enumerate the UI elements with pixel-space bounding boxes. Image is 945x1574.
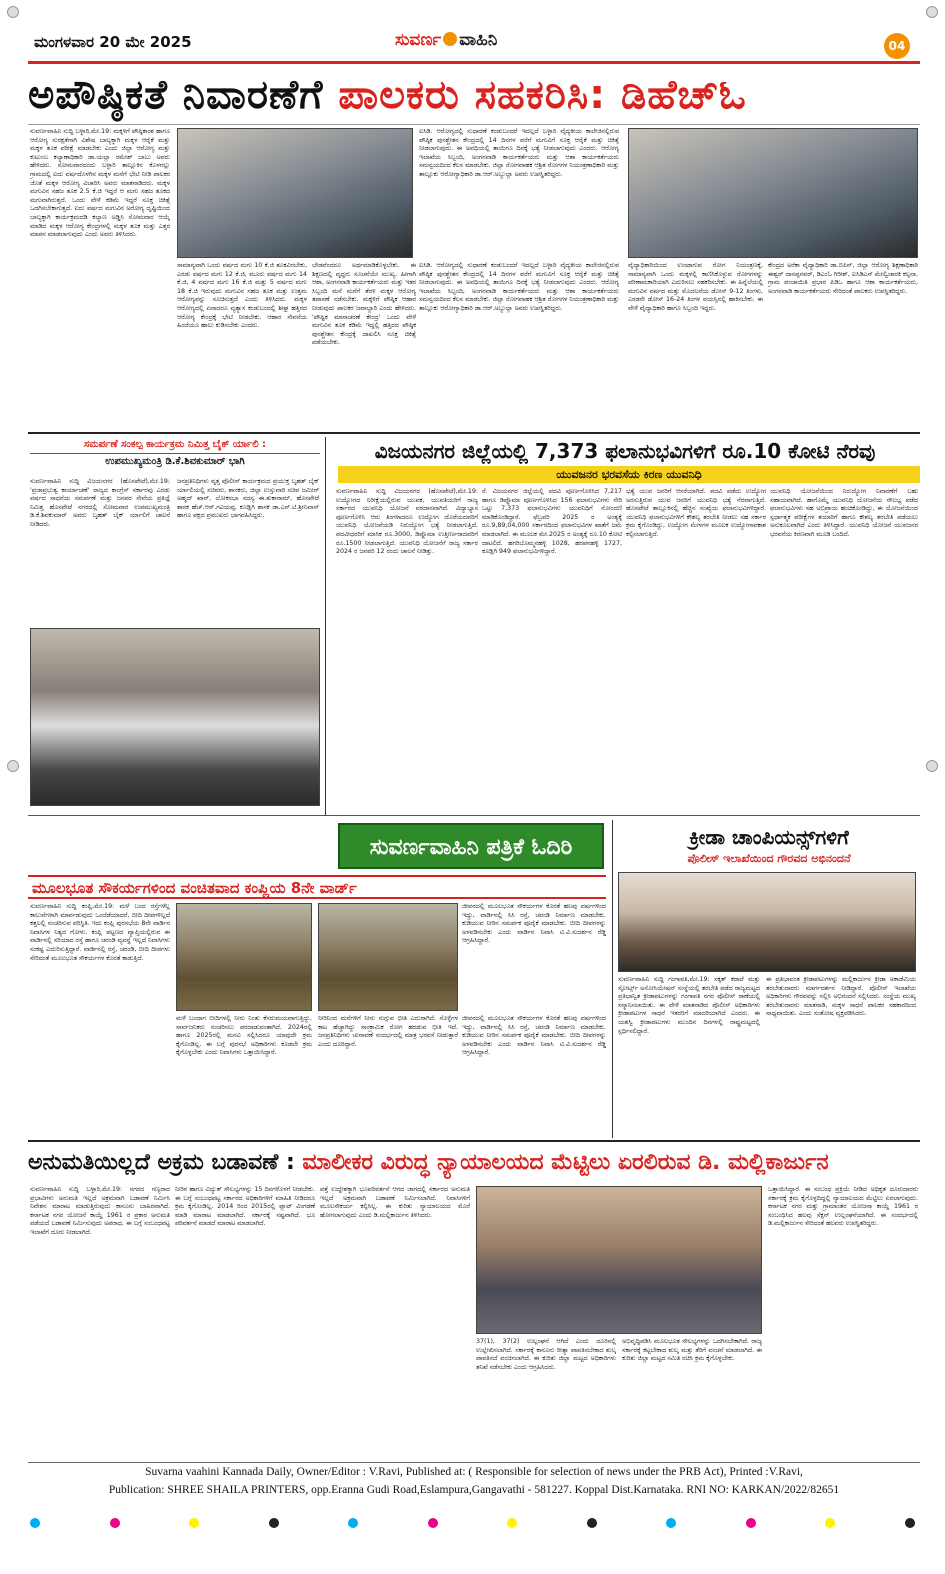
- story6-body-col4: 37(1), 37(2) ಉಲ್ಲಂಘನೆ ಆಗಿದೆ ಎಂದು ದೂರಿನಲ್ಲಿ ಉಲ್ಲೇಖಿಸಲಾಗಿದೆ. ಸರ್ಕಾರಕ್ಕೆ ಕಾನೂನು ರೀತ್ಯಾ ಪಾವತಿಸಬೇಕಾದ ಶುಲ್ಕ ಪಾವತಿಸದೆ ವಂಚಿಸಲಾಗಿದೆ. ಈ ಕುರಿತು ಜಿಲ್ಲಾ ಮಟ್ಟದ ಅಧಿಕಾರಿಗಳು ತನಿಖೆ ನಡೆಸಬೇಕು ಎಂದು ಆಗ್ರಹಿಸಿದರು.: [476, 1338, 616, 1371]
- footer-rule: [28, 1462, 920, 1463]
- footer-imprint-line2: Publication: SHREE SHAILA PRINTERS, opp.Eranna Gudi Road,Eslampura,Gangavathi - 581227. Koppal Dist.Karnataka. RNI NO: KARKAN/2022/82651: [108, 1484, 840, 1496]
- masthead-rule: [28, 61, 920, 64]
- story1-body-col5: ವೈದ್ಯಾಧಿಕಾರಿಯಿಂದ ಉಂಟಾಗುವ ರೋಗ ನಿಯಂತ್ರಣಕ್ಕೆ, ಸಾಮಾನ್ಯವಾಗಿ ಒಂದು ಮಕ್ಕಳಲ್ಲಿ ಕಾಣಿಸಿಕೊಳ್ಳುವ ರೋಗಗಳನ್ನು ಪರಿಣಾಮಕಾರಿಯಾಗಿ ಎದುರಿಸಲು ಸಹಕರಿಸಬೇಕು. ಈ ಹಿನ್ನೆಲೆಯಲ್ಲಿ ಮಗುವಿನ ವರ್ಷದ ಮತ್ತು ಮೊದಲನೆಯ ಡೋಸ್ 9-12 ತಿಂಗಳು, ಎರಡನೇ ಡೋಸ್ 16-24 ತಿಂಗಳ ವಯಸ್ಸಿನಲ್ಲಿ ಹಾಕಿಸಬೇಕು. ಈ ವೇಳೆ ವೈದ್ಯಾಧಿಕಾರಿ ಹಾಗೂ ಸಿಬ್ಬಂದಿ ಇದ್ದರು.: [628, 262, 763, 312]
- story1-body-col1: ಸುವರ್ಣವಾಹಿನಿ ಸುದ್ದಿ ಬಳ್ಳಾರಿ,ಮೇ.19: ಮಕ್ಕಳಿಗೆ ಪೌಷ್ಠಿಕಾಂಶ ಹಾಗೂ ಆರೋಗ್ಯ ಸುರಕ್ಷತೆಗಾಗಿ ವಿಶೇಷ ಬಾಲ್ಯಕ್ಕಾಗಿ ಮಕ್ಕಳ ಆರೈಕೆ ಮತ್ತು ಮಕ್ಕಳ ತೂಕ ಪರೀಕ್ಷೆ ಮಾಡಬೇಕು ಎಂದು ಜಿಲ್ಲಾ ಆರೋಗ್ಯ ಮತ್ತು ಕುಟುಂಬ ಕಲ್ಯಾಣಾಧಿಕಾರಿ ಡಾ.ಯಲ್ಲಾ ರಮೇಶ್ ಬಾಬು ಅವರು ಹೇಳಿದರು. ಸೋಮವಾರದಂದು ಬಳ್ಳಾರಿ ತಾಲ್ಲೂಕಿನ ಕೊಳಗಲ್ಲು ಗ್ರಾಮದಲ್ಲಿ ಐದು ವರ್ಷದೊಳಗಿನ ಮಕ್ಕಳ ಮನೆಗೆ ಭೇಟಿ ನೀಡಿ ಪಾಲಕರ ಜೊತೆ ಮಕ್ಕಳ ಆರೋಗ್ಯ ವಿಚಾರಿಸಿ ಅವರು ಮಾತನಾಡಿದರು. ಮಕ್ಕಳ ಮಗುವಿನ ಸಹಜ ತೂಕ 2.5 ಕೆ.ಜಿ ಇದ್ದರೆ ಆ ಮಗು ಸಹಜ ತೂಕದ ಮಗುವಾಗಿರುತ್ತದೆ. ಒಂದು ವೇಳೆ ಕಡಿಮೆ ಇದ್ದರೆ ಸೂಕ್ತ ಚಿಕಿತ್ಸೆ ಒದಗಿಸಬೇಕಾಗುತ್ತದೆ. ಐದು ವರ್ಷದ ಮಗುವಿನ ಅರೋಗ್ಯ ದೃಷ್ಟಿಯಿಂದ ಬಾಲ್ಯಕ್ಕಾಗಿ ಕಾರ್ಯಕ್ರಮದಡಿ ಕಲ್ಯಾಣ ಅಡ್ಡಿಸಿ ಸೋಮವಾರ ಆಯ್ಕೆ ಮಾಡಿದ ಮಕ್ಕಳ ಆರೋಗ್ಯ ಕೇಂದ್ರಗಳಲ್ಲಿ ಮಕ್ಕಳ ತೂಕ ಮತ್ತು ಎತ್ತರ ಮಾಪನ ಮಾಡಲಾಗುವುದು ಎಂದು ಅವರು ತಿಳಿಸಿದರು.: [30, 128, 170, 239]
- story4-subhead: ಪೊಲೀಸ್ ಇಲಾಖೆಯಿಂದ ಗೌರವದ ಅಭಿನಂದನೆ: [687, 852, 851, 865]
- story3-headline: ವಿಜಯನಗರ ಜಿಲ್ಲೆಯಲ್ಲಿ 7,373 ಫಲಾನುಭವಿಗಳಿಗೆ ರೂ.10 ಕೋಟಿ ನೆರವು: [374, 439, 876, 463]
- story2-body-col1: ಸುವರ್ಣವಾಹಿನಿ ಸುದ್ದಿ ವಿಜಯನಗರ (ಹೊಸಪೇಟೆ),ಮೇ.19: 'ಪ್ರಜಾಪ್ರಭುತ್ವ ಕಾರ್ಯಾಚಣೆ' ರಾಜ್ಯದ ಕಾಂಗ್ರೆಸ್ ಸರ್ಕಾರವು ಎರಡು ವರ್ಷದ ಸಾಧನೆಯ ಸಮರ್ಪಣೆ ಮತ್ತು ಜನಪರ ಸೇವೆಯ ಪ್ರತಿಜ್ಞೆ ನಿಮಿತ್ತ ಹೊಸಪೇಟೆ ನಗರದಲ್ಲಿ ಸೋಮವಾರ ಉಪಮುಖ್ಯಮಂತ್ರಿ ಡಿ.ಕೆ.ಶಿವಕುಮಾರ್ ಅವರು ಬೃಹತ್ ಬೈಕ್ ರ್ಯಾಲಿಗೆ ಚಾಲನೆ ನೀಡಿದರು.: [30, 478, 170, 528]
- story5-body-col1: ಸುವರ್ಣವಾಹಿನಿ ಸುದ್ದಿ ಕಂಪ್ಲಿ,ಮೇ.19: ಮಳೆ ಬಂದ ರಸ್ತೆಗಳೆಲ್ಲ ಕಾಲುವೆಗಳಾಗಿ ಮಾರ್ಪಡುವುದು ಒಂದೆಡೆಯಾದರೆ, ಬೀದಿ ದೀಪಗಳಿಲ್ಲದೆ ಕತ್ತಲಲ್ಲಿ ಸಂಚರಿಸುವ ಪರಿಸ್ಥಿತಿ. ಇದು ಕಂಪ್ಲಿ ಪುರಸಭೆಯ 8ನೇ ವಾರ್ಡಿನ ನಿವಾಸಿಗಳ ನಿತ್ಯದ ಗೋಳು. ಕಂಪ್ಲಿ ಪಟ್ಟಣದ ವ್ಯಾಪ್ತಿಯಲ್ಲಿರುವ ಈ ವಾರ್ಡಿನಲ್ಲಿ ಸರಿಯಾದ ರಸ್ತೆ ಹಾಗೂ ಚರಂಡಿ ವ್ಯವಸ್ಥೆ ಇಲ್ಲದೆ ನಿವಾಸಿಗಳು ಸಂಕಷ್ಟ ಎದುರಿಸುತ್ತಿದ್ದಾರೆ. ವಾರ್ಡಿನಲ್ಲಿ ರಸ್ತೆ, ಚರಂಡಿ, ಬೀದಿ ದೀಪಗಳು ಸೇರಿದಂತೆ ಮೂಲಭೂತ ಸೌಕರ್ಯಗಳ ಕೊರತೆ ಕಾಡುತ್ತಿದೆ.: [30, 903, 170, 962]
- story2-photo-bike-rally: [30, 628, 320, 806]
- story3-body-col2: ರೆ. ವಿಜಯನಗರ ಜಿಲ್ಲೆಯಲ್ಲಿ ಪದವಿ ಪೂರ್ಣಗೊಳಿಸಿದ 7,217 ಹಾಗೂ ಡಿಪ್ಲೊಮಾ ಪೂರ್ಣಗೊಳಿಸಿದ 156 ಫಲಾನುಭವಿಗಳು ಸೇರಿ ಒಟ್ಟು 7,373 ಫಲಾನುಭವಿಗಳು ಯುವನಿಧಿಗೆ ನೋಂದಣಿ ಮಾಡಿಕೊಂಡಿದ್ದಾರೆ. ಫೆಬ್ರವರಿ 2025 ರ ಅಂತ್ಯಕ್ಕೆ ರೂ.9,89,04,000 ಸರ್ಕಾರದಿಂದ ಫಲಾನುಭವಿಗಳ ಖಾತೆಗೆ ಜಮೆ ಮಾಡಲಾಗಿದೆ. ಈ ಮೂಲಕ ಮೇ.2025 ರ ಅಂತ್ಯಕ್ಕೆ ರೂ.10 ಕೋಟಿ ದಾಟಲಿದೆ. ಹಗರಿಬೊಮ್ಮನಹಳ್ಳಿ 1028, ಹರಪನಹಳ್ಳಿ 1727, ಕೂಡ್ಲಿಗಿ 949 ಫಲಾನುಭವಿಗಳಿದ್ದಾರೆ.: [482, 488, 622, 556]
- story5-body-col4: ಜೀವನದಲ್ಲಿ ಮೂಲಭೂತ ಸೌಕರ್ಯಗಳ ಕೊರತೆ ಹಲವು ವರ್ಷಗಳಿಂದ ಇದ್ದು, ವಾರ್ಡಿನಲ್ಲಿ ಸಿಸಿ ರಸ್ತೆ, ಚರಂಡಿ ನಿರ್ಮಾಣ ಮಾಡಬೇಕು. ಕುಡಿಯುವ ನೀರಿನ ಸಮರ್ಪಕ ಪೂರೈಕೆ ಮಾಡಬೇಕು. ಬೀದಿ ದೀಪಗಳನ್ನು ಅಳವಡಿಸಬೇಕು ಎಂದು ವಾರ್ಡಿನ ನಿವಾಸಿ ಟಿ.ವಿ.ಸುದರ್ಶನ ರೆಡ್ಡಿ ಆಗ್ರಹಿಸಿದ್ದಾರೆ.: [462, 903, 606, 945]
- headline-red: ಸಮರ್ಪಣೆ ಸಂಕಲ್ಪ ಕಾರ್ಯಕ್ರಮ ನಿಮಿತ್ತ ಬೈಕ್ ರ್ಯಾಲಿ :: [30, 437, 320, 454]
- logo-right: ವಾಹಿನಿ: [459, 30, 498, 50]
- story6-headline: [28, 1146, 920, 1180]
- story4-body-col1: ಸುವರ್ಣವಾಹಿನಿ ಸುದ್ದಿ ಗಂಗಾವತಿ,ಮೇ.19: ಸಕ್ಕತ್ ಕರಾಟೆ ಮತ್ತು ಸ್ಪೋರ್ಟ್ಸ್ ಅಸೋಸಿಯೇಷನ್ ಸಂಸ್ಥೆಯಲ್ಲಿ ತರಬೇತಿ ಪಡೆದ ರಾಜ್ಯಮಟ್ಟದ ಪ್ರತಿಭಾನ್ವಿತ ಕ್ರೀಡಾಪಟುಗಳನ್ನು ಗಂಗಾವತಿ ನಗರ ಪೊಲೀಸ್ ಠಾಣೆಯಲ್ಲಿ ಸನ್ಮಾನಿಸಲಾಯಿತು. ಈ ವೇಳೆ ಮಾತನಾಡಿದ ಪೊಲೀಸ್ ಅಧಿಕಾರಿಗಳು ಕ್ರೀಡಾಪಟುಗಳ ಸಾಧನೆ ಇತರರಿಗೆ ಮಾದರಿಯಾಗಿದೆ ಎಂದರು. ಈ ಯಶಸ್ವಿ ಕ್ರೀಡಾಪಟುಗಳು ಮುಂದಿನ ದಿನಗಳಲ್ಲಿ ರಾಷ್ಟ್ರಮಟ್ಟದಲ್ಲಿ ಸ್ಪರ್ಧಿಸಲಿದ್ದಾರೆ.: [618, 976, 760, 1035]
- registration-mark: [926, 6, 938, 18]
- story6-body-col6: ಒತ್ತಾಯಿಸಿದ್ದಾರೆ. ಈ ಸಂಬಂಧ ಪ್ರಕ್ರಿಯೆ ನೀಡಿದ ಅಧಿಕೃತ ದೂರುದಾರರು ಸರ್ಕಾರಕ್ಕೆ ಕ್ರಮ ಕೈಗೊಳ್ಳದಿದ್ದಲ್ಲಿ ನ್ಯಾಯಾಲಯದ ಮೆಟ್ಟಿಲು ಏರಲಾಗುವುದು. ಕರ್ನಾಟಕ ನಗರ ಮತ್ತು ಗ್ರಾಮಾಂತರ ಯೋಜನಾ ಕಾಯ್ದೆ 1961 ರ ಸಂಬಂಧಿಸಿದ ಹಲವು ಸೆಕ್ಷನ್ ಉಲ್ಲಂಘನೆಯಾಗಿದೆ. ಈ ಸಂದರ್ಭದಲ್ಲಿ ಡಿ.ಮಲ್ಲಿಕಾರ್ಜುನ ಸೇರಿದಂತೆ ಹಲವರು ಉಪಸ್ಥಿತರಿದ್ದರು.: [768, 1186, 918, 1228]
- story5-photo-waterlogged-street: [176, 903, 312, 1011]
- story6-body-col3: ಪತ್ತೆ ಉದ್ದೇಶಕ್ಕಾಗಿ ಭೂಪರಿವರ್ತನೆ ಆಗದ ಜಾಗದಲ್ಲಿ ಸರ್ಕಾರದ ಅನುಮತಿ ಇಲ್ಲದೆ ಅಕ್ರಮವಾಗಿ ಬಡಾವಣೆ ನಿರ್ಮಿಸಲಾಗಿದೆ. ನಿವಾಸಿಗಳಿಗೆ ಮೂಲಸೌಕರ್ಯ ಕಲ್ಪಿಸಿಲ್ಲ. ಈ ಕುರಿತು ನ್ಯಾಯಾಲಯದ ಮೊರೆ ಹೋಗಲಾಗುವುದು ಎಂದು ಡಿ.ಮಲ್ಲಿಕಾರ್ಜುನ ತಿಳಿಸಿದರು.: [320, 1186, 470, 1219]
- masthead-logo: [395, 30, 555, 54]
- color-registration-strip: [30, 1518, 915, 1530]
- headline-black: ಅಪೌಷ್ಠಿಕತೆ ನಿವಾರಣೆಗೆ: [28, 72, 324, 118]
- story1-photo-officials: [628, 128, 918, 258]
- section-divider: [28, 1140, 920, 1142]
- story5-body-col4b: ಜೀವನದಲ್ಲಿ ಮೂಲಭೂತ ಸೌಕರ್ಯಗಳ ಕೊರತೆ ಹಲವು ವರ್ಷಗಳಿಂದ ಇದ್ದು, ವಾರ್ಡಿನಲ್ಲಿ ಸಿಸಿ ರಸ್ತೆ, ಚರಂಡಿ ನಿರ್ಮಾಣ ಮಾಡಬೇಕು. ಕುಡಿಯುವ ನೀರಿನ ಸಮರ್ಪಕ ಪೂರೈಕೆ ಮಾಡಬೇಕು. ಬೀದಿ ದೀಪಗಳನ್ನು ಅಳವಡಿಸಬೇಕು ಎಂದು ವಾರ್ಡಿನ ನಿವಾಸಿ ಟಿ.ವಿ.ಸುದರ್ಶನ ರೆಡ್ಡಿ ಆಗ್ರಹಿಸಿದ್ದಾರೆ.: [462, 1015, 606, 1057]
- story5-body-col2: ಮಳೆ ಬಂದಾಗ ಬೀದಿಗಳಲ್ಲಿ ನೀರು ನಿಂತು ಕೆಸರುಮಯವಾಗುತ್ತಿದ್ದು, ಸಾರ್ವಜನಿಕರು ಸಂಚರಿಸಲು ಪರದಾಡುವಂತಾಗಿದೆ. 2024ರಲ್ಲಿ ಹಾಗೂ 2025ರಲ್ಲಿ ಮನವಿ ಸಲ್ಲಿಸಿದರೂ ಯಾವುದೇ ಕ್ರಮ ಕೈಗೊಂಡಿಲ್ಲ. ಈ ಬಗ್ಗೆ ಪುರಸಭೆ ಅಧಿಕಾರಿಗಳು ಕೂಡಲೇ ಕ್ರಮ ಕೈಗೊಳ್ಳಬೇಕು ಎಂದು ನಿವಾಸಿಗಳು ಒತ್ತಾಯಿಸಿದ್ದಾರೆ.: [176, 1015, 312, 1057]
- headline-red: ಪಾಲಕರು ಸಹಕರಿಸಿ: ಡಿಹೆಚ್‌ಓ: [338, 72, 747, 118]
- section-divider: [28, 432, 920, 434]
- story1-body-col2: ಸಾಮಾನ್ಯವಾಗಿ ಒಂದು ವರ್ಷದ ಮಗು 10 ಕೆ.ಜಿ ತೂಕವಿರಬೇಕು, ಎರಡು ವರ್ಷದ ಮಗು 12 ಕೆ.ಜಿ, ಮೂರು ವರ್ಷದ ಮಗು 14 ಕೆ.ಜಿ, 4 ವರ್ಷದ ಮಗು 16 ಕೆ.ಜಿ ಮತ್ತು 5 ವರ್ಷದ ಮಗು 18 ಕೆ.ಜಿ ಇರುವುದು ಮಗುವಿನ ಸಹಜ ತೂಕ ಮತ್ತು ಉತ್ತಮ ಆರೋಗ್ಯವನ್ನು ಸೂಚಿಸುತ್ತದೆ ಎಂದು ತಿಳಿಸಿದರು. ಮಕ್ಕಳ ಆರೋಗ್ಯದಲ್ಲಿ ಏನಾದರೂ ವ್ಯತ್ಯಾಸ ಕಂಡುಬಂದಲ್ಲಿ ಶೀಘ್ರ ಹತ್ತಿರದ ಆರೋಗ್ಯ ಕೇಂದ್ರಕ್ಕೆ ಭೇಟಿ ನೀಡಬೇಕು. ಆಹಾರ ಸೇವನೆಯ ಹಿಂದೆಯೂ ಹಾಲು ಕುಡಿಸಬೇಕು ಎಂದರು.: [177, 262, 307, 330]
- story1-body-col3: ಬೇಡವೆಂದರೂ ಅರ್ಥಮಾಡಿಕೊಳ್ಳಬೇಕು. ಈ ಶಿಕ್ಷಣದಲ್ಲಿ ವೃದ್ಧರು ಸೂಚನೆಯೇ ಮುಖ್ಯ. ಹೀಗಾಗಿ ಆಶಾ, ಅಂಗನವಾಡಿ ಕಾರ್ಯಕರ್ತೆಯರು ಮತ್ತು ಇತರ ಸಿಬ್ಬಂದಿ ಮನೆ ಮನೆಗೆ ತೆರಳಿ ಮಕ್ಕಳ ಆರೋಗ್ಯ ತಪಾಸಣೆ ನಡೆಸಬೇಕು. ಮಕ್ಕಳಿಗೆ ಪೌಷ್ಠಿಕ ಆಹಾರ ನೀಡುವುದು ಪಾಲಕರ ಜವಾಬ್ದಾರಿ ಎಂದು ಹೇಳಿದರು. 'ಪೌಷ್ಟಿಕ ಮಾಸಾಚರಣೆ ಕೇಂದ್ರ' ಒಂದು ವೇಳೆ ಮಗುವಿನ ತೂಕ ಕಡಿಮೆ ಇದ್ದಲ್ಲಿ ಹತ್ತಿರದ ಪೌಷ್ಠಿಕ ಪುನಶ್ಚೇತನ ಕೇಂದ್ರಕ್ಕೆ ದಾಖಲಿಸಿ ಸೂಕ್ತ ಚಿಕಿತ್ಸೆ ಪಡೆಯಬೇಕು.: [312, 262, 416, 347]
- story1-headline: [28, 68, 920, 122]
- story5-body-col3: ನೀರಿನಿಂದ ಮನೆಗಳಿಗೆ ನೀರು ನುಗ್ಗುವ ಭೀತಿ ಎದುರಾಗಿದೆ. ಸೊಳ್ಳೆಗಳ ಕಾಟ ಹೆಚ್ಚಾಗಿದ್ದು ಸಾಂಕ್ರಾಮಿಕ ರೋಗ ಹರಡುವ ಭೀತಿ ಇದೆ. ಜನಪ್ರತಿನಿಧಿಗಳು ಚುನಾವಣೆ ಸಂದರ್ಭದಲ್ಲಿ ಮಾತ್ರ ಭರವಸೆ ನೀಡುತ್ತಾರೆ ಎಂದು ದೂರಿದ್ದಾರೆ.: [318, 1015, 458, 1048]
- rule: [28, 124, 920, 125]
- story3-body-col1: ಸುವರ್ಣವಾಹಿನಿ ಸುದ್ದಿ ವಿಜಯನಗರ (ಹೊಸಪೇಟೆ),ಮೇ.19: ಉದ್ಯೋಗದ ನಿರೀಕ್ಷೆಯಲ್ಲಿರುವ ಯುವಕ, ಯುವತಿಯರಿಗೆ ರಾಜ್ಯ ಸರ್ಕಾರದ ಯುವನಿಧಿ ಯೋಜನೆ ವರದಾನವಾಗಿದೆ. ವಿದ್ಯಾಭ್ಯಾಸ ಪೂರ್ಣಗೊಳಿಸಿ ಆರು ತಿಂಗಳಾದರೂ ಉದ್ಯೋಗ ದೊರೆಯದವರಿಗೆ ಯುವನಿಧಿ ಯೋಜನೆಯಡಿ ನಿರುದ್ಯೋಗ ಭತ್ಯೆ ನೀಡಲಾಗುತ್ತಿದೆ. ಪದವೀಧರರಿಗೆ ಮಾಸಿಕ ರೂ.3000, ಡಿಪ್ಲೊಮಾ ಉತ್ತೀರ್ಣರಾದವರಿಗೆ ರೂ.1500 ನೀಡಲಾಗುತ್ತಿದೆ. ಯುವನಿಧಿ ಯೋಜನೆಗೆ ರಾಜ್ಯ ಸರ್ಕಾರ 2024 ರ ಜನವರಿ 12 ರಂದು ಚಾಲನೆ ನೀಡಿತ್ತು.: [336, 488, 478, 556]
- story4-body-col2: ಈ ಪ್ರತಿಭಾವಂತ ಕ್ರೀಡಾಪಟುಗಳನ್ನು ಮಲ್ಲಿಕಾರ್ಜುನ ಕ್ರೀಡಾ ಅಕಾಡೆಮಿಯ ತರಬೇತುದಾರರು ಮಾರ್ಗದರ್ಶನ ನೀಡಿದ್ದಾರೆ. ಪೊಲೀಸ್ ಇಲಾಖೆಯ ಅಧಿಕಾರಿಗಳು ಗೌರವವನ್ನು ಸಲ್ಲಿಸಿ ಅಭಿನಂದನೆ ಸಲ್ಲಿಸಿದರು. ಸಂಸ್ಥೆಯ ಮುಖ್ಯ ತರಬೇತುದಾರರು ಮಾತನಾಡಿ, ಮಕ್ಕಳ ಸಾಧನೆ ಪಾಲಕರ ಸಹಕಾರದಿಂದ ಸಾಧ್ಯವಾಯಿತು. ಎಂದು ಸಂತೋಷ ವ್ಯಕ್ತಪಡಿಸಿದರು.: [766, 976, 916, 1018]
- story6-body-col1: ಸುವರ್ಣವಾಹಿನಿ ಸುದ್ದಿ ಬಳ್ಳಾರಿ,ಮೇ.19: ನಗರದ ಗಣ್ಯರಾದ ಪ್ರಭಾವಿಗಳು ಅನುಮತಿ ಇಲ್ಲದೆ ಅಕ್ರಮವಾಗಿ ಬಡಾವಣೆ ನಿರ್ಮಿಸಿ ನಿವೇಶನ ಮಾರಾಟ ಮಾಡುತ್ತಿರುವುದು ಕಾನೂನು ಬಾಹಿರವಾಗಿದೆ. ಕರ್ನಾಟಕ ನಗರ ಯೋಜನೆ ಕಾಯ್ದೆ 1961 ರ ಪ್ರಕಾರ ಅನುಮತಿ ಪಡೆಯದೆ ಬಡಾವಣೆ ನಿರ್ಮಿಸುವುದು ಅಪರಾಧ. ಈ ಬಗ್ಗೆ ಸಂಬಂಧಪಟ್ಟ ಇಲಾಖೆಗೆ ದೂರು ನೀಡಲಾಗಿದೆ.: [30, 1186, 170, 1236]
- story1-photo-home-visit: [177, 128, 413, 258]
- story5-photo-muddy-road: [318, 903, 458, 1011]
- headline-black: ಅನುಮತಿಯಿಲ್ಲದೆ ಅಕ್ರಮ ಬಡಾವಣೆ :: [28, 1150, 295, 1175]
- story1-body-col4: ಐಸಿಡಿ. ಆರೋಗ್ಯದಲ್ಲಿ ಸುಧಾರಣೆ ಕಂಡುಬಂದರೆ ಇದಲ್ಲದೆ ಬಳ್ಳಾರಿ ವೈದ್ಯಕೀಯ ಕಾಲೇಜಿನಲ್ಲಿರುವ ಪೌಷ್ಠಿಕ ಪುನಶ್ಚೇತನ ಕೇಂದ್ರದಲ್ಲಿ 14 ದಿನಗಳ ವರೆಗೆ ಮಗುವಿಗೆ ಸೂಕ್ತ ಆರೈಕೆ ಮತ್ತು ಚಿಕಿತ್ಸೆ ನೀಡಲಾಗುವುದು. ಈ ಅವಧಿಯಲ್ಲಿ ತಾಯಿಗೂ ದಿನಕ್ಕೆ ಭತ್ಯೆ ನೀಡಲಾಗುವುದು ಎಂದರು. ಆರೋಗ್ಯ ಇಲಾಖೆಯ ಸಿಬ್ಬಂದಿ, ಅಂಗನವಾಡಿ ಕಾರ್ಯಕರ್ತೆಯರು ಮತ್ತು ಆಶಾ ಕಾರ್ಯಕರ್ತೆಯರು ಸಮನ್ವಯದಿಂದ ಕೆಲಸ ಮಾಡಬೇಕು. ಜಿಲ್ಲಾ ರೋಗವಾಹಕ ಆಶ್ರಿತ ರೋಗಗಳ ನಿಯಂತ್ರಣಾಧಿಕಾರಿ ಮತ್ತು ತಾಲ್ಲೂಕು ಆರೋಗ್ಯಾಧಿಕಾರಿ ಡಾ.ಆರ್.ಅಬ್ದುಲ್ಲಾ ಅವರು ಉಪಸ್ಥಿತರಿದ್ದರು.: [419, 128, 619, 178]
- page-number-badge: 04: [884, 33, 910, 59]
- story2-headline: [30, 437, 320, 473]
- section-divider: [28, 815, 920, 816]
- story2-body-col2: ಜನಪ್ರತಿನಿಧಿಗಳು ವೃತ್ತ ಪೊಲೀಸ್ ಕಾರ್ಯಕ್ರಮದ ಪ್ರಯುಕ್ತ ಬೃಹತ್ ಬೈಕ್ ರ್ಯಾಲಿಯಲ್ಲಿ ಸಚಿವರು, ಶಾಸಕರು, ಜಿಲ್ಲಾ ಉಸ್ತುವಾರಿ ಸಚಿವ ಜಮೀರ್ ಅಹ್ಮದ್ ಖಾನ್, ಲೋಕಸಭಾ ಸದಸ್ಯ ಈ.ತುಕಾರಾಮ್, ಹೊಸಪೇಟೆ ಶಾಸಕ ಹೆಚ್.ಆರ್.ಗವಿಯಪ್ಪ, ಕೂಡ್ಲಿಗಿ ಶಾಸಕ ಡಾ.ಎನ್.ಟಿ.ಶ್ರೀನಿವಾಸ್ ಹಾಗೂ ಪಕ್ಷದ ಪ್ರಮುಖರು ಭಾಗವಹಿಸಿದ್ದರು.: [177, 478, 319, 520]
- headline-red: ಮಾಲೀಕರ ವಿರುದ್ಧ ನ್ಯಾಯಾಲಯದ ಮೆಟ್ಟಿಲು ಏರಲಿರುವ ಡಿ. ಮಲ್ಲಿಕಾರ್ಜುನ: [302, 1150, 829, 1175]
- issue-date: ಮಂಗಳವಾರ 20 ಮೇ 2025: [34, 33, 192, 51]
- registration-mark: [7, 760, 19, 772]
- story6-body-col2: ನೀರಿನ ಹಾಗೂ ವಿದ್ಯುತ್ ಸೌಲಭ್ಯಗಳನ್ನು 15 ದಿನಗಳೊಳಗೆ ನೀಡಬೇಕು. ಈ ಬಗ್ಗೆ ಸಂಬಂಧಪಟ್ಟ ಸರ್ಕಾರದ ಅಧಿಕಾರಿಗಳಿಗೆ ಮಾಹಿತಿ ನೀಡಿದರೂ ಕ್ರಮ ಕೈಗೊಂಡಿಲ್ಲ. 2014 ರಿಂದ 2015ರಲ್ಲಿ ಪ್ಲಾಟ್ ವಿಂಗಡಣೆ ಮಾಡಿ ಮಾರಾಟ ಮಾಡಲಾಗಿದೆ. ಸರ್ಕಾರಕ್ಕೆ ನಷ್ಟವಾಗಿದೆ. ಭೂ ಪರಿವರ್ತನೆ ಮಾಡದೆ ಮಾರಾಟ ಮಾಡಲಾಗಿದೆ.: [175, 1186, 315, 1228]
- column-divider: [325, 437, 326, 815]
- story5-headline: ಮೂಲಭೂತ ಸೌಕರ್ಯಗಳಿಂದ ವಂಚಿತವಾದ ಕಂಪ್ಲಿಯ 8ನೇ ವಾರ್ಡ್: [28, 875, 606, 899]
- headline-black: ಉಪಮುಖ್ಯಮಂತ್ರಿ ಡಿ.ಕೆ.ಶಿವಕುಮಾರ್ ಭಾಗಿ: [105, 456, 245, 467]
- story4-photo-felicitation: [618, 872, 916, 972]
- story3-body-col4: ಯುವನಿಧಿ ಯೋಜನೆಯಿಂದ ನಿರುದ್ಯೋಗ ನಿವಾರಣೆಗೆ ಬಹು ಸಹಾಯವಾಗಿದೆ. ಹಾಗೊಮ್ಮೆ ಯುವನಿಧಿ ಯೋಜನೆಯ ಸೌಲಭ್ಯ ಪಡೆದ ಫಲಾನುಭವಿಗಳು ಸಹ ಅಭಿಪ್ರಾಯ ಹಂಚಿಕೊಂಡಿದ್ದು, ಈ ಯೋಜನೆಯಿಂದ ಸ್ಪರ್ಧಾತ್ಮಕ ಪರೀಕ್ಷೆಗಳ ತಯಾರಿಗೆ ಹಾಗೂ ಕೌಶಲ್ಯ ತರಬೇತಿ ಪಡೆಯಲು ಅನುಕೂಲವಾಗಿದೆ ಎಂದು ತಿಳಿಸಿದ್ದಾರೆ. ಯುವನಿಧಿ ಯೋಜನೆ ಯುವಜನರ ಭರವಸೆಯ ಕಿರಣವಾಗಿ ಮೂಡಿ ಬಂದಿದೆ.: [770, 488, 918, 538]
- story1-body-col6: ಕೇಂದ್ರದ ಅರೆಕಾ ವೈದ್ಯಾಧಿಕಾರಿ ಡಾ.ಬಿಪಿನ್, ಜಿಲ್ಲಾ ಆರೋಗ್ಯ ಶಿಕ್ಷಣಾಧಿಕಾರಿ ಈಶ್ವರ್ ದಾಸಪ್ಪನವರ್, ಡಿಎಂಓ ಗಿರೀಶ್, ಐಸಿಡಿಎಸ್ ಮೇಲ್ವಿಚಾರಕಿ ಕಲ್ಪನಾ, ಗ್ರಾಮ ಪಂಚಾಯಿತಿ ಪ್ರಭಾರ ಪಿಡಿಒ ಹಾಗೂ ಆಶಾ ಕಾರ್ಯಕರ್ತೆಯರು, ಅಂಗನವಾಡಿ ಕಾರ್ಯಕರ್ತೆಯರು ಸೇರಿದಂತೆ ಪಾಲಕರು ಉಪಸ್ಥಿತರಿದ್ದರು.: [768, 262, 918, 295]
- story3-body-col3: ಭತ್ಯೆ ಯುವ ಜನರಿಗೆ ಆಸರೆಯಾಗಿದೆ. ಪದವಿ ಪಡೆದು ಉದ್ಯೋಗ ಅರಸುತ್ತಿರುವ ಯುವ ಜನರಿಗೆ ಯುವನಿಧಿ ಭತ್ಯೆ ನೆರವಾಗುತ್ತಿದೆ. ಹೊಸಪೇಟೆ ತಾಲ್ಲೂಕಿನಲ್ಲಿ ಹೆಚ್ಚಿನ ಸಂಖ್ಯೆಯ ಫಲಾನುಭವಿಗಳಿದ್ದಾರೆ. ಯುವನಿಧಿ ಫಲಾನುಭವಿಗಳಿಗೆ ಕೌಶಲ್ಯ ತರಬೇತಿ ನೀಡಲು ಸಹ ಸರ್ಕಾರ ಕ್ರಮ ಕೈಗೊಂಡಿದ್ದು, ಉದ್ಯೋಗ ಮೇಳಗಳ ಮೂಲಕ ಉದ್ಯೋಗಾವಕಾಶ ಕಲ್ಪಿಸಲಾಗುತ್ತಿದೆ.: [626, 488, 766, 538]
- column-divider: [612, 820, 613, 1138]
- registration-mark: [926, 760, 938, 772]
- story1-body-col4b: ಐಸಿಡಿ. ಆರೋಗ್ಯದಲ್ಲಿ ಸುಧಾರಣೆ ಕಂಡುಬಂದರೆ ಇದಲ್ಲದೆ ಬಳ್ಳಾರಿ ವೈದ್ಯಕೀಯ ಕಾಲೇಜಿನಲ್ಲಿರುವ ಪೌಷ್ಠಿಕ ಪುನಶ್ಚೇತನ ಕೇಂದ್ರದಲ್ಲಿ 14 ದಿನಗಳ ವರೆಗೆ ಮಗುವಿಗೆ ಸೂಕ್ತ ಆರೈಕೆ ಮತ್ತು ಚಿಕಿತ್ಸೆ ನೀಡಲಾಗುವುದು. ಈ ಅವಧಿಯಲ್ಲಿ ತಾಯಿಗೂ ದಿನಕ್ಕೆ ಭತ್ಯೆ ನೀಡಲಾಗುವುದು ಎಂದರು. ಆರೋಗ್ಯ ಇಲಾಖೆಯ ಸಿಬ್ಬಂದಿ, ಅಂಗನವಾಡಿ ಕಾರ್ಯಕರ್ತೆಯರು ಮತ್ತು ಆಶಾ ಕಾರ್ಯಕರ್ತೆಯರು ಸಮನ್ವಯದಿಂದ ಕೆಲಸ ಮಾಡಬೇಕು. ಜಿಲ್ಲಾ ರೋಗವಾಹಕ ಆಶ್ರಿತ ರೋಗಗಳ ನಿಯಂತ್ರಣಾಧಿಕಾರಿ ಮತ್ತು ತಾಲ್ಲೂಕು ಆರೋಗ್ಯಾಧಿಕಾರಿ ಡಾ.ಆರ್.ಅಬ್ದುಲ್ಲಾ ಅವರು ಉಪಸ್ಥಿತರಿದ್ದರು.: [419, 262, 619, 312]
- story6-body-col5: ಅಭಿವೃದ್ಧಿಪಡಿಸಿ ಮೂಲಭೂತ ಸೌಲಭ್ಯಗಳನ್ನು ಒದಗಿಸಬೇಕಾಗಿದೆ. ರಾಜ್ಯ ಸರ್ಕಾರಕ್ಕೆ ಕಟ್ಟಬೇಕಾದ ಶುಲ್ಕ ಮತ್ತು ತೆರಿಗೆ ವಂಚನೆ ಮಾಡಲಾಗಿದೆ. ಈ ಕುರಿತು ಜಿಲ್ಲಾ ಮಟ್ಟದ ಸಮಿತಿ ರಚಿಸಿ ಕ್ರಮ ಕೈಗೊಳ್ಳಬೇಕು.: [622, 1338, 762, 1363]
- story3-subhead: ಯುವಜನರ ಭರವಸೆಯ ಕಿರಣ ಯುವನಿಧಿ: [338, 466, 920, 483]
- sun-icon: [443, 32, 457, 46]
- story4-headline: ಕ್ರೀಡಾ ಚಾಂಪಿಯನ್ಸ್‌ಗಳಿಗೆ: [689, 825, 849, 849]
- registration-mark: [7, 6, 19, 18]
- logo-left: ಸುವರ್ಣ: [395, 30, 442, 50]
- footer-imprint-line1: Suvarna vaahini Kannada Daily, Owner/Editor : V.Ravi, Published at: ( Responsible for selection of news under the PRB Act), Printed :V.Ravi,: [145, 1466, 803, 1478]
- subscribe-banner: ಸುವರ್ಣವಾಹಿನಿ ಪತ್ರಿಕೆ ಓದಿರಿ: [338, 823, 604, 869]
- story6-photo-complaint-submission: [476, 1186, 762, 1334]
